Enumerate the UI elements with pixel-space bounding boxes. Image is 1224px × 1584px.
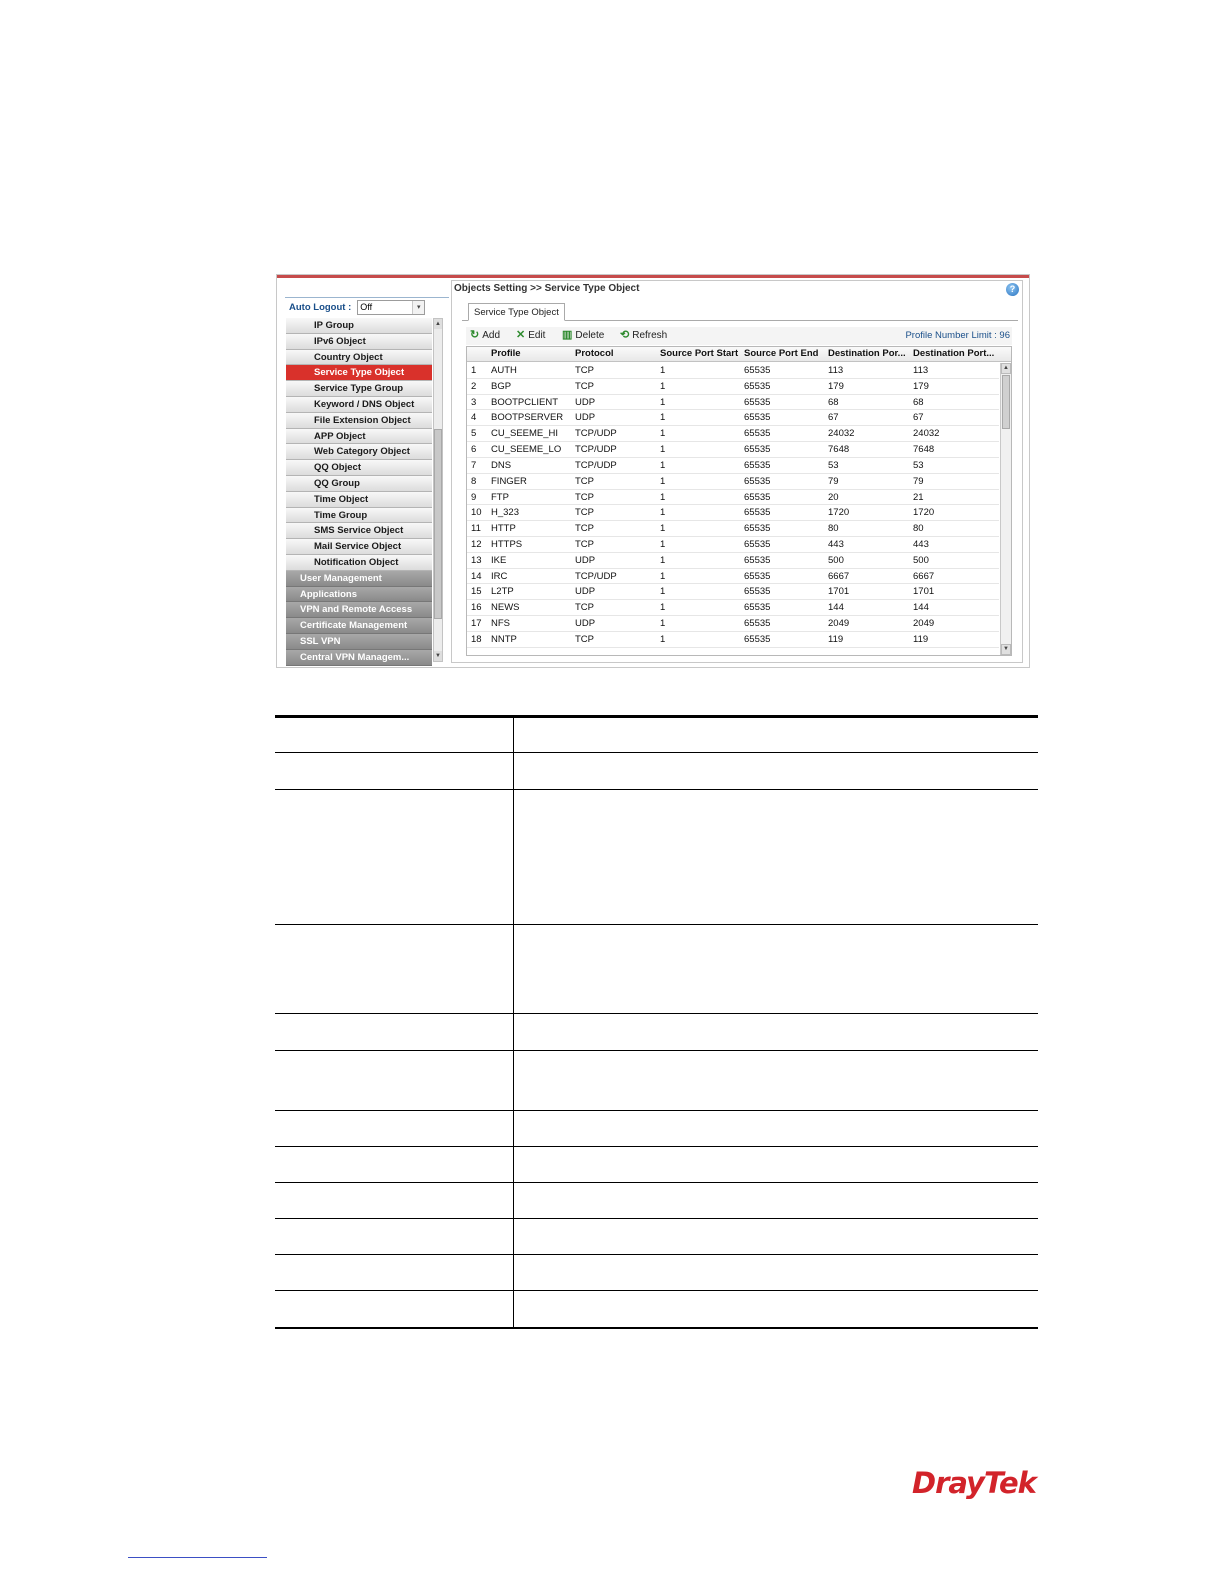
table-cell: 1 <box>660 380 666 392</box>
table-cell: 443 <box>913 538 929 550</box>
table-cell: 500 <box>913 554 929 566</box>
service-type-table <box>466 346 1012 656</box>
table-cell: 6667 <box>828 570 850 582</box>
table-cell: 65535 <box>744 396 771 408</box>
table-cell: 80 <box>828 523 839 535</box>
table-cell: 53 <box>913 459 924 471</box>
table-cell: 1 <box>660 523 666 535</box>
trash-icon: ▥ <box>562 329 573 341</box>
table-cell: UDP <box>575 412 596 424</box>
table-cell: NNTP <box>491 633 517 645</box>
refresh-label: Refresh <box>632 329 668 341</box>
table-cell: 6667 <box>913 570 935 582</box>
table-header <box>467 347 1011 362</box>
table-cell: NEWS <box>491 602 520 614</box>
description-row <box>275 1051 1038 1111</box>
sidebar-item-certificate-management[interactable]: Certificate Management <box>286 618 432 634</box>
column-divider <box>513 1147 514 1182</box>
table-cell: UDP <box>575 554 596 566</box>
table-cell: 2 <box>471 380 477 392</box>
table-cell: 79 <box>913 475 924 487</box>
sidebar-scrollbar[interactable] <box>433 318 443 662</box>
table-cell: UDP <box>575 586 596 598</box>
table-cell: 65535 <box>744 491 771 503</box>
table-cell: 1 <box>660 428 666 440</box>
delete-label: Delete <box>575 329 605 341</box>
table-cell: IKE <box>491 554 507 566</box>
sidebar-item-web-category-object[interactable]: Web Category Object <box>286 444 432 460</box>
sidebar-item-sms-service-object[interactable]: SMS Service Object <box>286 523 432 539</box>
sidebar-item-ipv6-object[interactable]: IPv6 Object <box>286 334 432 350</box>
delete-button[interactable] <box>562 329 604 341</box>
table-cell: HTTPS <box>491 538 523 550</box>
table-row[interactable] <box>467 426 999 442</box>
table-cell: 65535 <box>744 570 771 582</box>
scroll-thumb[interactable] <box>434 429 442 619</box>
table-cell: 68 <box>828 396 839 408</box>
scroll-thumb[interactable] <box>1002 375 1010 429</box>
table-cell: 65535 <box>744 428 771 440</box>
column-divider <box>513 1183 514 1218</box>
table-cell: 119 <box>913 633 929 645</box>
table-cell: 65535 <box>744 554 771 566</box>
sidebar-item-ssl-vpn[interactable]: SSL VPN <box>286 634 432 650</box>
table-cell: 11 <box>471 523 481 535</box>
sidebar-item-mail-service-object[interactable]: Mail Service Object <box>286 539 432 555</box>
add-button[interactable] <box>470 329 500 341</box>
table-cell: 179 <box>913 380 929 392</box>
table-cell: 65535 <box>744 602 771 614</box>
table-cell: 79 <box>828 475 839 487</box>
table-cell: TCP/UDP <box>575 428 617 440</box>
auto-logout <box>285 297 449 317</box>
table-row[interactable] <box>467 553 999 569</box>
edit-label: Edit <box>528 329 546 341</box>
table-cell: 1720 <box>828 507 850 519</box>
table-cell: TCP <box>575 602 594 614</box>
table-cell: 65535 <box>744 507 771 519</box>
table-cell: IRC <box>491 570 508 582</box>
table-cell: 113 <box>913 365 929 376</box>
table-bottom-rule <box>275 1327 1038 1329</box>
table-cell: TCP <box>575 633 594 645</box>
table-cell: 24032 <box>913 428 940 440</box>
column-divider <box>513 1111 514 1146</box>
table-cell: 2049 <box>828 618 850 629</box>
table-row[interactable] <box>467 569 999 585</box>
table-scrollbar[interactable] <box>1000 363 1011 655</box>
table-cell: UDP <box>575 396 596 408</box>
scroll-up-icon[interactable]: ▲ <box>1001 363 1011 374</box>
scroll-down-icon[interactable]: ▼ <box>435 653 441 659</box>
router-ui-screenshot <box>276 274 1030 668</box>
chevron-down-icon[interactable]: ▾ <box>412 301 424 314</box>
table-cell: CU_SEEME_HI <box>491 428 559 440</box>
description-row <box>275 1255 1038 1291</box>
table-cell: 7648 <box>828 444 850 456</box>
toolbar <box>466 327 1012 345</box>
table-cell: 1701 <box>913 586 935 598</box>
table-cell: DNS <box>491 459 512 471</box>
column-divider <box>513 1051 514 1110</box>
column-divider <box>513 925 514 1013</box>
table-cell: NFS <box>491 618 510 629</box>
table-row[interactable] <box>467 474 999 490</box>
table-cell: UDP <box>575 618 596 629</box>
auto-logout-select[interactable] <box>357 300 425 315</box>
table-cell: 1 <box>660 538 666 550</box>
table-cell: L2TP <box>491 586 514 598</box>
table-cell: 9 <box>471 491 477 503</box>
column-divider <box>513 753 514 789</box>
sidebar-item-notification-object[interactable]: Notification Object <box>286 555 432 571</box>
sidebar-item-applications[interactable]: Applications <box>286 587 432 603</box>
table-cell: 443 <box>828 538 844 550</box>
table-cell: 3 <box>471 396 477 408</box>
table-cell: 1 <box>660 554 666 566</box>
table-cell: BOOTPCLIENT <box>491 396 559 408</box>
table-cell: 1 <box>660 396 666 408</box>
table-cell: 20 <box>828 491 839 503</box>
table-cell: TCP/UDP <box>575 444 617 456</box>
table-cell: 1 <box>660 475 666 487</box>
description-row <box>275 1014 1038 1051</box>
table-cell: 16 <box>471 602 482 614</box>
table-row[interactable] <box>467 379 999 395</box>
column-divider <box>513 1219 514 1254</box>
table-cell: 65535 <box>744 412 771 424</box>
table-cell: 65535 <box>744 459 771 471</box>
table-cell: 1 <box>660 602 666 614</box>
draytek-logo: DrayTek <box>912 1466 1036 1500</box>
table-cell: 113 <box>828 365 844 376</box>
profile-number-limit: Profile Number Limit : 96 <box>905 330 1010 341</box>
column-header[interactable]: Profile <box>491 348 521 359</box>
table-row[interactable] <box>467 505 999 521</box>
table-cell: 65535 <box>744 365 771 376</box>
column-divider <box>513 1014 514 1050</box>
table-cell: 18 <box>471 633 482 645</box>
table-cell: 119 <box>828 633 844 645</box>
table-cell: 1 <box>660 507 666 519</box>
main-panel <box>451 280 1023 663</box>
table-row[interactable] <box>467 363 999 379</box>
sidebar-item-service-type-object[interactable]: Service Type Object <box>286 365 432 381</box>
column-header[interactable]: Protocol <box>575 348 614 359</box>
table-cell: BOOTPSERVER <box>491 412 564 424</box>
column-header[interactable]: Source Port End <box>744 348 819 359</box>
table-row[interactable] <box>467 584 999 600</box>
table-cell: 7 <box>471 459 477 471</box>
table-cell: TCP/UDP <box>575 570 617 582</box>
column-divider <box>513 1291 514 1327</box>
table-cell: 65535 <box>744 444 771 456</box>
table-cell: 2049 <box>913 618 935 629</box>
table-cell: 14 <box>471 570 482 582</box>
table-cell: TCP/UDP <box>575 459 617 471</box>
table-cell: 1 <box>660 459 666 471</box>
table-cell: 65535 <box>744 586 771 598</box>
description-table <box>275 715 1038 1329</box>
sidebar <box>283 295 443 665</box>
column-header[interactable]: Source Port Start <box>660 348 739 359</box>
table-cell: 7648 <box>913 444 935 456</box>
table-cell: TCP <box>575 523 594 535</box>
table-cell: 5 <box>471 428 477 440</box>
sidebar-item-service-type-group[interactable]: Service Type Group <box>286 381 432 397</box>
table-cell: 68 <box>913 396 924 408</box>
description-row <box>275 1183 1038 1219</box>
table-cell: 65535 <box>744 380 771 392</box>
table-cell: TCP <box>575 365 594 376</box>
refresh-icon: ⟲ <box>620 329 630 341</box>
table-cell: 1 <box>660 586 666 598</box>
table-cell: 1701 <box>828 586 850 598</box>
help-icon[interactable]: ? <box>1006 283 1019 296</box>
add-label: Add <box>482 329 501 341</box>
sidebar-item-central-vpn-managem[interactable]: Central VPN Managem... <box>286 650 432 666</box>
table-cell: 8 <box>471 475 477 487</box>
table-cell: 65535 <box>744 633 771 645</box>
scroll-down-icon[interactable]: ▼ <box>1001 644 1011 655</box>
sidebar-item-ip-group[interactable]: IP Group <box>286 318 432 334</box>
table-cell: 65535 <box>744 618 771 629</box>
table-cell: 10 <box>471 507 482 519</box>
table-cell: H_323 <box>491 507 519 519</box>
table-cell: 144 <box>828 602 844 614</box>
table-cell: 65535 <box>744 475 771 487</box>
table-row[interactable] <box>467 410 999 426</box>
sidebar-item-file-extension-object[interactable]: File Extension Object <box>286 413 432 429</box>
sidebar-item-keyword-dns-object[interactable]: Keyword / DNS Object <box>286 397 432 413</box>
table-cell: 80 <box>913 523 924 535</box>
table-cell: 500 <box>828 554 844 566</box>
table-cell: 1 <box>660 491 666 503</box>
description-row <box>275 1219 1038 1255</box>
table-cell: 1 <box>471 365 477 376</box>
table-cell: 65535 <box>744 538 771 550</box>
table-row[interactable] <box>467 395 999 411</box>
table-cell: 1 <box>660 633 666 645</box>
description-row <box>275 790 1038 925</box>
table-cell: TCP <box>575 507 594 519</box>
sidebar-item-qq-group[interactable]: QQ Group <box>286 476 432 492</box>
sidebar-item-time-object[interactable]: Time Object <box>286 492 432 508</box>
table-row[interactable] <box>467 616 999 632</box>
table-cell: TCP <box>575 538 594 550</box>
description-row <box>275 753 1038 790</box>
table-cell: 21 <box>913 491 924 503</box>
description-row <box>275 925 1038 1014</box>
table-row[interactable] <box>467 490 999 506</box>
table-body <box>467 363 999 648</box>
edit-button[interactable] <box>516 329 545 341</box>
column-header[interactable]: Destination Por... <box>828 348 906 359</box>
sidebar-item-user-management[interactable]: User Management <box>286 571 432 587</box>
table-row[interactable] <box>467 442 999 458</box>
table-cell: 179 <box>828 380 844 392</box>
table-cell: 1 <box>660 570 666 582</box>
column-header[interactable]: Destination Port... <box>913 348 995 359</box>
auto-logout-value: Off <box>360 302 373 312</box>
description-row <box>275 718 1038 753</box>
table-row[interactable] <box>467 537 999 553</box>
table-cell: CU_SEEME_LO <box>491 444 562 456</box>
column-divider <box>513 790 514 924</box>
table-row[interactable] <box>467 521 999 537</box>
table-cell: FTP <box>491 491 509 503</box>
description-row <box>275 1111 1038 1147</box>
table-cell: 24032 <box>828 428 855 440</box>
edit-icon: ✕ <box>516 329 526 341</box>
breadcrumb: Objects Setting >> Service Type Object <box>454 283 640 294</box>
table-cell: 4 <box>471 412 477 424</box>
table-cell: TCP <box>575 380 594 392</box>
description-row <box>275 1147 1038 1183</box>
table-row[interactable] <box>467 600 999 616</box>
table-cell: TCP <box>575 475 594 487</box>
table-cell: 1 <box>660 444 666 456</box>
table-cell: FINGER <box>491 475 527 487</box>
table-cell: HTTP <box>491 523 516 535</box>
sidebar-item-country-object[interactable]: Country Object <box>286 350 432 366</box>
table-cell: 1720 <box>913 507 935 519</box>
table-cell: 17 <box>471 618 482 629</box>
table-cell: 67 <box>913 412 924 424</box>
table-cell: BGP <box>491 380 512 392</box>
refresh-button[interactable] <box>620 329 667 341</box>
table-cell: 1 <box>660 618 666 629</box>
description-row <box>275 1291 1038 1327</box>
sidebar-menu <box>286 318 432 666</box>
tab-service-type-object[interactable]: Service Type Object <box>468 303 565 321</box>
tab-bar <box>462 303 1018 321</box>
sidebar-item-vpn-and-remote-access[interactable]: VPN and Remote Access <box>286 602 432 618</box>
top-accent-line <box>277 275 1029 278</box>
table-cell: AUTH <box>491 365 517 376</box>
table-cell: 12 <box>471 538 482 550</box>
table-row[interactable] <box>467 458 999 474</box>
table-cell: 13 <box>471 554 482 566</box>
sidebar-item-time-group[interactable]: Time Group <box>286 508 432 524</box>
footer-link-underline <box>128 1557 267 1558</box>
table-cell: 144 <box>913 602 929 614</box>
table-cell: 53 <box>828 459 839 471</box>
table-cell: 6 <box>471 444 477 456</box>
table-cell: 65535 <box>744 523 771 535</box>
column-divider <box>513 1255 514 1290</box>
add-icon: ↻ <box>470 329 480 341</box>
scroll-up-icon[interactable]: ▲ <box>435 321 441 327</box>
column-divider <box>513 718 514 752</box>
table-cell: 1 <box>660 365 666 376</box>
sidebar-item-qq-object[interactable]: QQ Object <box>286 460 432 476</box>
table-row[interactable] <box>467 632 999 648</box>
table-cell: TCP <box>575 491 594 503</box>
table-cell: 15 <box>471 586 482 598</box>
table-cell: 67 <box>828 412 839 424</box>
sidebar-item-app-object[interactable]: APP Object <box>286 429 432 445</box>
table-cell: 1 <box>660 412 666 424</box>
auto-logout-label: Auto Logout : <box>289 302 352 313</box>
